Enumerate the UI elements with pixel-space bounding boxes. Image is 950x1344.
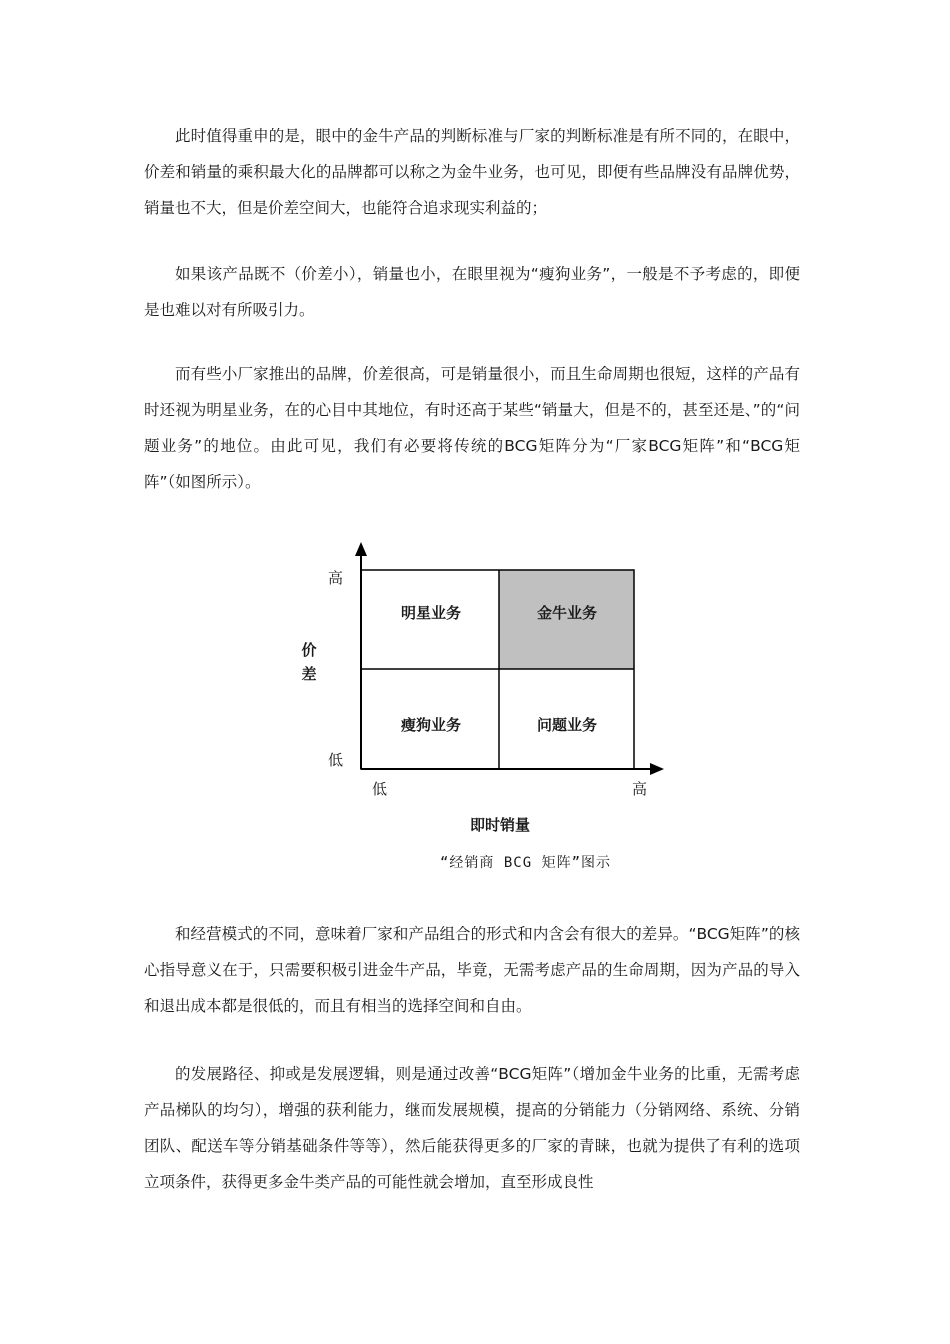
y-axis-low-label: 低 <box>328 751 344 769</box>
x-axis-title: 即时销量 <box>470 816 531 834</box>
x-axis-high-label: 高 <box>632 780 648 798</box>
y-axis-title-line-2: 差 <box>301 665 317 683</box>
y-axis-arrow-icon <box>355 542 367 556</box>
quadrant-star-label: 明星业务 <box>400 604 461 622</box>
x-axis-arrow-icon <box>650 763 664 775</box>
quadrant-question-label: 问题业务 <box>536 716 597 734</box>
y-axis-title <box>299 638 319 686</box>
quadrant-dog-label: 瘦狗业务 <box>400 716 461 734</box>
paragraph-3: 而有些小厂家推出的品牌，价差很高，可是销量很小，而且生命周期也很短，这样的产品有时还视为明星业务，在的心目中其地位，有时还高于某些“销量大，但是不的，甚至还是、”的“问题业务”的地位。由此可见，我们有必要将传统的BCG矩阵分为“厂家BCG矩阵”和“BCG矩阵”（如图所示）。 <box>144 365 800 491</box>
x-axis-low-label: 低 <box>372 780 388 798</box>
figure-caption: “经销商 BCG 矩阵”图示 <box>440 855 612 871</box>
y-axis-title-line-1: 价 <box>301 641 317 659</box>
paragraph-5: 的发展路径、抑或是发展逻辑，则是通过改善“BCG矩阵”（增加金牛业务的比重，无需考虑产品梯队的均匀），增强的获利能力，继而发展规模，提高的分销能力（分销网络、系统、分销团队、配送车等分销基础条件等等），然后能获得更多的厂家的青睐，也就为提供了有利的选项立项条件，获得更多金牛类产品的可能性就会增加，直至形成良性 <box>144 1065 800 1191</box>
quadrant-cash-cow-label: 金牛业务 <box>536 604 597 622</box>
paragraph-2: 如果该产品既不（价差小），销量也小，在眼里视为“瘦狗业务”，一般是不予考虑的，即便是也难以对有所吸引力。 <box>144 265 800 319</box>
bcg-matrix-figure <box>290 540 680 880</box>
y-axis-high-label: 高 <box>328 569 344 587</box>
paragraph-1: 此时值得重申的是，眼中的金牛产品的判断标准与厂家的判断标准是有所不同的，在眼中，价差和销量的乘积最大化的品牌都可以称之为金牛业务，也可见，即便有些品牌没有品牌优势，销量也不大，但是价差空间大，也能符合追求现实利益的； <box>144 127 800 217</box>
paragraph-4: 和经营模式的不同，意味着厂家和产品组合的形式和内含会有很大的差异。“BCG矩阵”的核心指导意义在于，只需要积极引进金牛产品，毕竟，无需考虑产品的生命周期，因为产品的导入和退出成本都是很低的，而且有相当的选择空间和自由。 <box>144 925 800 1015</box>
